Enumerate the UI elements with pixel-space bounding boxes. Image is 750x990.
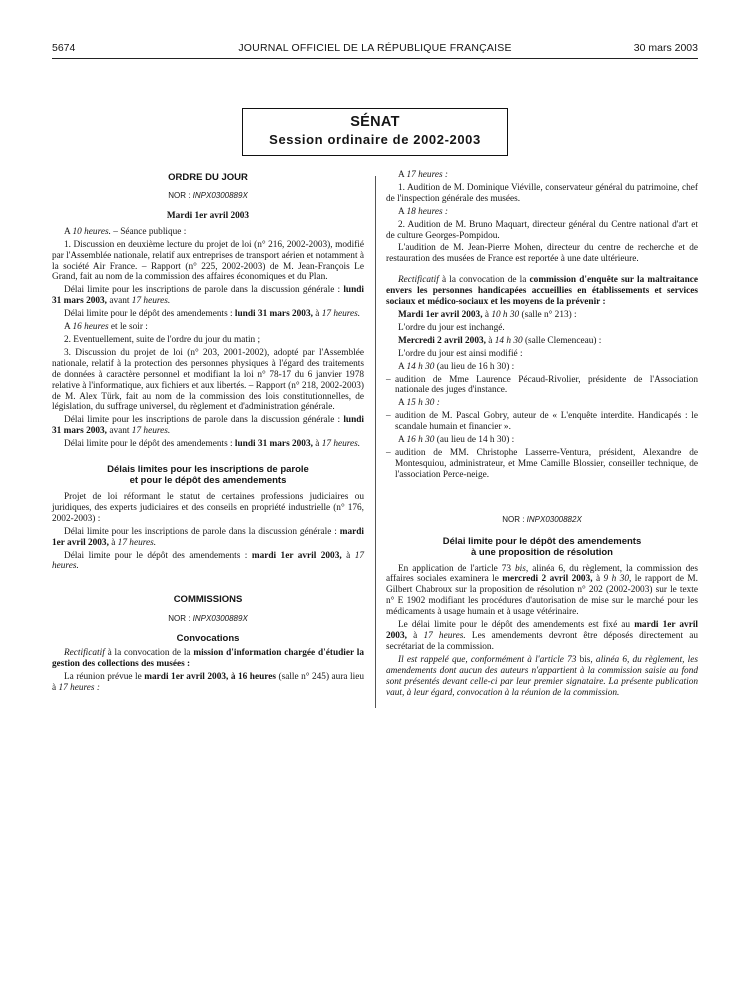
- nor-reference-2: NOR : INPX0300889X: [168, 614, 248, 624]
- page-number: 5674: [52, 42, 76, 54]
- rappel-reglement: Il est rappelé que, conformément à l'article 73 bis, alinéa 6, du règlement, les amendements dont aucun des auteurs n'appartient à la commission saisie au fond sont présentés devant celle-ci par leur premier signataire. La présente publication vaut, à leur égard, convocation à la réunion de la commission.: [386, 654, 698, 698]
- deadline-amendments-2: Délai limite pour le dépôt des amendements : lundi 31 mars 2003, à 17 heures.: [64, 439, 361, 450]
- audition-1: 1. Audition de M. Dominique Viéville, conservateur général du patrimoine, chef de l'inspection générale des musées.: [386, 182, 698, 204]
- header-rule: [52, 58, 698, 59]
- time-16h30: A 16 h 30 (au lieu de 14 h 30) :: [398, 435, 515, 446]
- session-mardi: Mardi 1er avril 2003, à 10 h 30 (salle n° 213) :: [398, 309, 577, 320]
- ordre-du-jour-heading: ORDRE DU JOUR: [168, 172, 248, 183]
- nor-reference-3: NOR : INPX0300882X: [502, 514, 582, 524]
- day-heading: Mardi 1er avril 2003: [166, 210, 250, 221]
- projet-de-loi: Projet de loi réformant le statut de certaines professions judiciaires ou juridiques, des experts judiciaires et des conseils en propriété industrielle (n° 176, 2002-2003) :: [52, 492, 364, 524]
- morning-session: A 10 heures. – Séance publique :: [64, 226, 187, 237]
- commissions-heading: COMMISSIONS: [173, 594, 243, 606]
- journal-title: JOURNAL OFFICIEL DE LA RÉPUBLIQUE FRANÇAISE: [238, 42, 512, 54]
- convocations-heading: Convocations: [176, 633, 240, 645]
- application-article: En application de l'article 73 bis, alinéa 6, du règlement, la commission des affaires sociales examinera le mercredi 2 avril 2003, à 9 h 30, le rapport de M. Gilbert Chabroux sur la proposition de résolution n° 202 (2002-2003) sur le texte n° E 1902 modifiant les procédures d'autorisation de mise sur le marché pour les médicaments à usage humain et à usage vétérinaire.: [386, 563, 698, 618]
- deadline-speaking-1: Délai limite pour les inscriptions de parole dans la discussion générale : lundi 31 mars 2003, avant 17 heures.: [52, 285, 364, 307]
- audition-item-3: – audition de MM. Christophe Lasserre-Ventura, président, Alexandre de Montesquiou, administrateur, et Mme Camille Blossier, conseiller technique, de l'association Perce-neige.: [386, 448, 698, 481]
- session-mercredi: Mercredi 2 avril 2003, à 14 h 30 (salle Clemenceau) :: [398, 335, 602, 346]
- reunion-note: La réunion prévue le mardi 1er avril 2003, à 16 heures (salle n° 245) aura lieu à 17 heures :: [52, 672, 365, 693]
- senat-title: SÉNAT: [350, 114, 400, 130]
- audition-item-2: – audition de M. Pascal Gobry, auteur de « L'enquête interdite. Handicapés : le scandale humain et financier ».: [386, 411, 698, 433]
- agenda-item-3: 3. Discussion du projet de loi (n° 203, 2001-2002), adopté par l'Assemblée nationale, relatif à la protection des personnes physiques à l'égard des traitements de données à caractère personnel et modifiant la loi n° 78-17 du 6 janvier 1978 relative à l'informatique, aux fichiers et aux libertés. – Rapport (n° 218, 2002-2003) de M. Alex Türk, fait au nom de la commission des lois constitutionnelles, de législation, du suffrage universel, du règlement et d'administration générale.: [52, 347, 364, 413]
- page-header: [52, 42, 698, 56]
- left-column: [52, 170, 364, 696]
- agenda-item-1: 1. Discussion en deuxième lecture du projet de loi (n° 216, 2002-2003), modifié par l'Assemblée nationale, relatif aux entreprises de transport aérien et notamment à la société Air France. – Rapport (n° 225, 2002-2003) de M. Jean-François Le Grand, fait au nom de la commission des affaires économiques et du Plan.: [52, 239, 364, 283]
- time-15h30: A 15 h 30 :: [398, 398, 440, 409]
- session-title: Session ordinaire de 2002-2003: [269, 132, 481, 147]
- agenda-item-2: 2. Eventuellement, suite de l'ordre du jour du matin ;: [64, 334, 261, 345]
- delai-heading-line1: Délai limite pour le dépôt des amendements: [442, 535, 642, 547]
- senat-title-box: [242, 108, 508, 156]
- deadline-speaking-3: Délai limite pour les inscriptions de parole dans la discussion générale : mardi 1er avril 2003, à 17 heures.: [52, 526, 364, 548]
- time-14h30: A 14 h 30 (au lieu de 16 h 30) :: [398, 361, 515, 372]
- deadline-speaking-2: Délai limite pour les inscriptions de parole dans la discussion générale : lundi 31 mars 2003, avant 17 heures.: [52, 415, 364, 437]
- delai-heading-line2: à une proposition de résolution: [471, 546, 613, 558]
- audition-item-1: – audition de Mme Laurence Pécaud-Rivolier, présidente de l'Association nationale des juges d'instance.: [386, 375, 698, 397]
- afternoon-session: A 16 heures et le soir :: [64, 322, 148, 333]
- rectificatif-mission: Rectificatif à la convocation de la mission d'information chargée d'étudier la gestion des collections des musées :: [52, 648, 364, 670]
- deadline-amendments-3: Délai limite pour le dépôt des amendements : mardi 1er avril 2003, à 17 heures.: [52, 550, 364, 572]
- ordre-inchange: L'ordre du jour est inchangé.: [398, 322, 505, 333]
- delais-heading-line2: et pour le dépôt des amendements: [129, 475, 287, 487]
- delai-limite-amendements: Le délai limite pour le dépôt des amendements est fixé au mardi 1er avril 2003, à 17 heures. Les amendements devront être déposés directement au secrétariat de la commission.: [386, 620, 698, 652]
- delais-heading-line1: Délais limites pour les inscriptions de parole: [107, 464, 309, 476]
- audition-2: 2. Audition de M. Bruno Maquart, directeur général du Centre national d'art et de culture Georges-Pompidou.: [386, 219, 698, 241]
- deadline-amendments-1: Délai limite pour le dépôt des amendements : lundi 31 mars 2003, à 17 heures.: [64, 309, 361, 320]
- issue-date: 30 mars 2003: [633, 42, 698, 54]
- column-divider: [375, 176, 376, 708]
- rectificatif-enquete: Rectificatif à la convocation de la commission d'enquête sur la maltraitance envers les personnes handicapées accueillies en établissements et services sociaux et médico-sociaux et les moyens de la prévenir :: [386, 275, 699, 308]
- time-18h: A 18 heures :: [398, 206, 449, 217]
- nor-reference: NOR : INPX0300889X: [168, 191, 248, 200]
- audition-3: L'audition de M. Jean-Pierre Mohen, directeur du centre de recherche et de restauration des musées de France est reportée à une date ultérieure.: [386, 243, 698, 265]
- right-column: [386, 170, 698, 700]
- time-17h: A 17 heures :: [398, 170, 449, 180]
- ordre-modifie: L'ordre du jour est ainsi modifié :: [398, 348, 523, 359]
